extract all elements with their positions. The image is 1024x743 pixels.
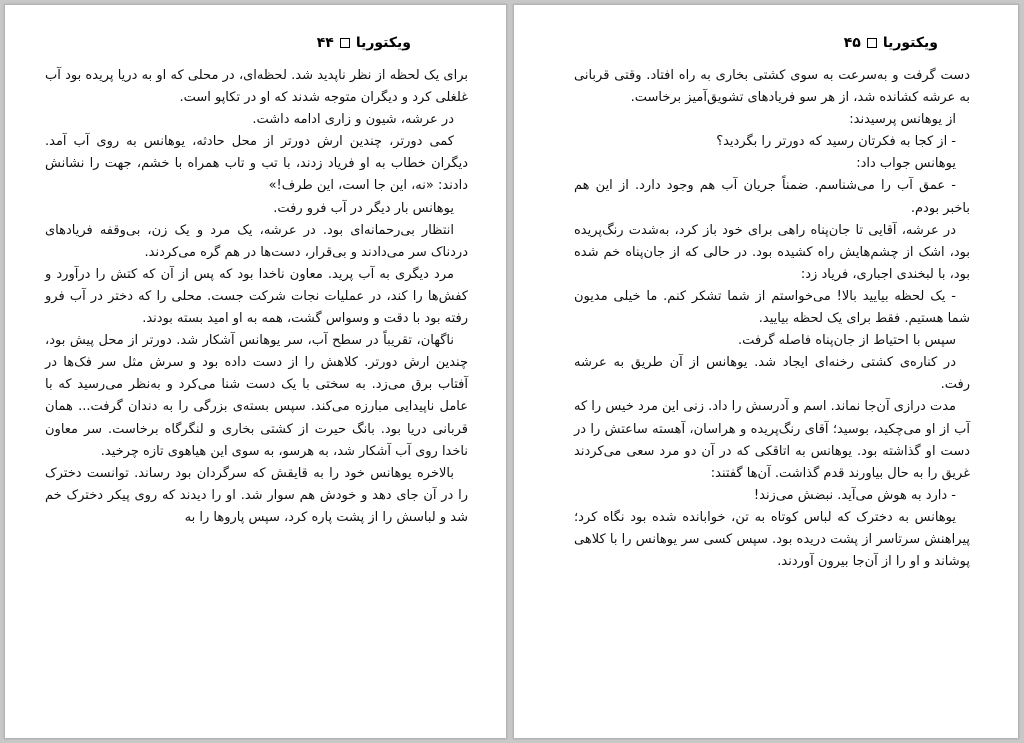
paragraph: - عمق آب را می‌شناسم. ضمناً جریان آب هم وجود دارد. از این هم باخبر بودم. bbox=[574, 178, 970, 216]
paragraph: در عرشه، آقایی تا جان‌پناه راهی برای خود باز کرد، به‌شدت رنگ‌پریده بود، اشک از چشم‌هایش راه کشیده بود. در حالی که از جان‌پناه خم شده بود، با لبخندی اجباری، فریاد زد: bbox=[574, 222, 970, 282]
left-page-header bbox=[155, 35, 411, 57]
left-page bbox=[4, 4, 507, 739]
left-page-body bbox=[45, 65, 468, 529]
paragraph: - یک لحظه بیایید بالا! می‌خواستم از شما تشکر کنم. ما خیلی مدیون شما هستیم. فقط برای یک لحظه بیایید. bbox=[574, 288, 970, 327]
paragraph: دست گرفت و به‌سرعت به سوی کشتی بخاری به راه افتاد. وقتی قربانی به عرشه کشانده شد، از هر سو فریادهای تشویق‌آمیز برخاست. bbox=[574, 68, 970, 106]
right-page-body bbox=[574, 65, 970, 573]
paragraph: سپس با احتیاط از جان‌پناه فاصله گرفت. bbox=[738, 333, 956, 349]
paragraph: از یوهانس پرسیدند: bbox=[849, 112, 956, 128]
page-number: ۴۵ bbox=[843, 35, 861, 51]
paragraph: ناگهان، تقریباً در سطح آب، سر یوهانس آشکار شد. دورتر از محل پیش بود، چندین ارش دورتر. کلاهش را از دست داده بود و سرش مثل سر فک‌ها در آفتاب برق می‌زد. به سختی با یک دست شنا می‌کرد و به‌نظر می‌رسید که با عامل ناپیدایی مبارزه می‌کند. سپس بسته‌ی بزرگی را به دندان گرفت... همان قربانی دریا بود. بانگ حیرت از کشتی بخاری و لنگرگاه برخاست. سر معاون ناخدا روی آب آشکار شد، به هرسو، به سوی این هیاهوی تازه چرخید. bbox=[45, 333, 468, 459]
paragraph: در کناره‌ی کشتی رخنه‌ای ایجاد شد. یوهانس از آن طریق به عرشه رفت. bbox=[574, 355, 970, 393]
paragraph: - دارد به هوش می‌آید. نبضش می‌زند! bbox=[753, 487, 956, 503]
square-ornament-icon bbox=[340, 38, 350, 48]
right-page-header bbox=[654, 35, 938, 57]
paragraph: انتظار بی‌رحمانه‌ای بود. در عرشه، یک مرد و یک زن، بی‌وقفه فریادهای دردناک سر می‌دادند و بی‌قرار، دست‌ها در هم گره می‌کردند. bbox=[45, 222, 468, 260]
square-ornament-icon bbox=[867, 38, 877, 48]
right-page bbox=[513, 4, 1019, 739]
paragraph: مرد دیگری به آب پرید. معاون ناخدا بود که پس از آن که کتش را درآورد و کفش‌ها را کند، در عملیات نجات شرکت جست. محلی را که دختر در آب فرو رفته بود با دقت و وسواس گشت، همه به او امید بسته بودند. bbox=[45, 266, 468, 327]
paragraph: برای یک لحظه از نظر ناپدید شد. لحظه‌ای، در محلی که او به دریا پریده بود آب غلغلی کرد و دیگران متوجه شدند که او در تکاپو است. bbox=[45, 68, 468, 106]
paragraph: مدت درازی آن‌جا نماند. اسم و آدرسش را داد. زنی این مرد خیس را که آب از او می‌چکید، بوسید؛ آقای رنگ‌پریده و هراسان، آهسته ساعتش را در دست او گذاشته بود. یوهانس به اتاقکی که در آن دو مرد سعی می‌کردند غریق را به حال بیاورند قدم گذاشت. آن‌ها گفتند: bbox=[574, 399, 970, 481]
page-number: ۴۴ bbox=[316, 35, 334, 51]
paragraph: یوهانس جواب داد: bbox=[856, 156, 956, 172]
running-title: ویکتوریا bbox=[882, 35, 938, 51]
paragraph: بالاخره یوهانس خود را به قایقش که سرگردان بود رساند. توانست دخترک را در آن جای دهد و خودش هم سوار شد. او را دیدند که روی پیکر دخترک خم شد و لباسش را از پشت پاره کرد، سپس پاروها را به bbox=[45, 465, 468, 525]
paragraph: یوهانس بار دیگر در آب فرو رفت. bbox=[273, 200, 454, 216]
running-title: ویکتوریا bbox=[355, 35, 411, 51]
paragraph: یوهانس به دخترک که لباس کوتاه به تن، خوابانده شده بود نگاه کرد؛ پیراهنش سرتاسر از پشت دریده بود. سپس کسی سر یوهانس را با کلاهی پوشاند و او را از آن‌جا بیرون آوردند. bbox=[574, 509, 970, 570]
paragraph: کمی دورتر، چندین ارش دورتر از محل حادثه، یوهانس به روی آب آمد. دیگران خطاب به او فریاد زدند، با تب و تاب همراه با خشم، جهت را نشانش دادند: «نه، این جا است، این طرف!» bbox=[45, 134, 468, 194]
paragraph: - از کجا به فکرتان رسید که دورتر را بگردید؟ bbox=[716, 134, 956, 150]
paragraph: در عرشه، شیون و زاری ادامه داشت. bbox=[252, 112, 454, 128]
